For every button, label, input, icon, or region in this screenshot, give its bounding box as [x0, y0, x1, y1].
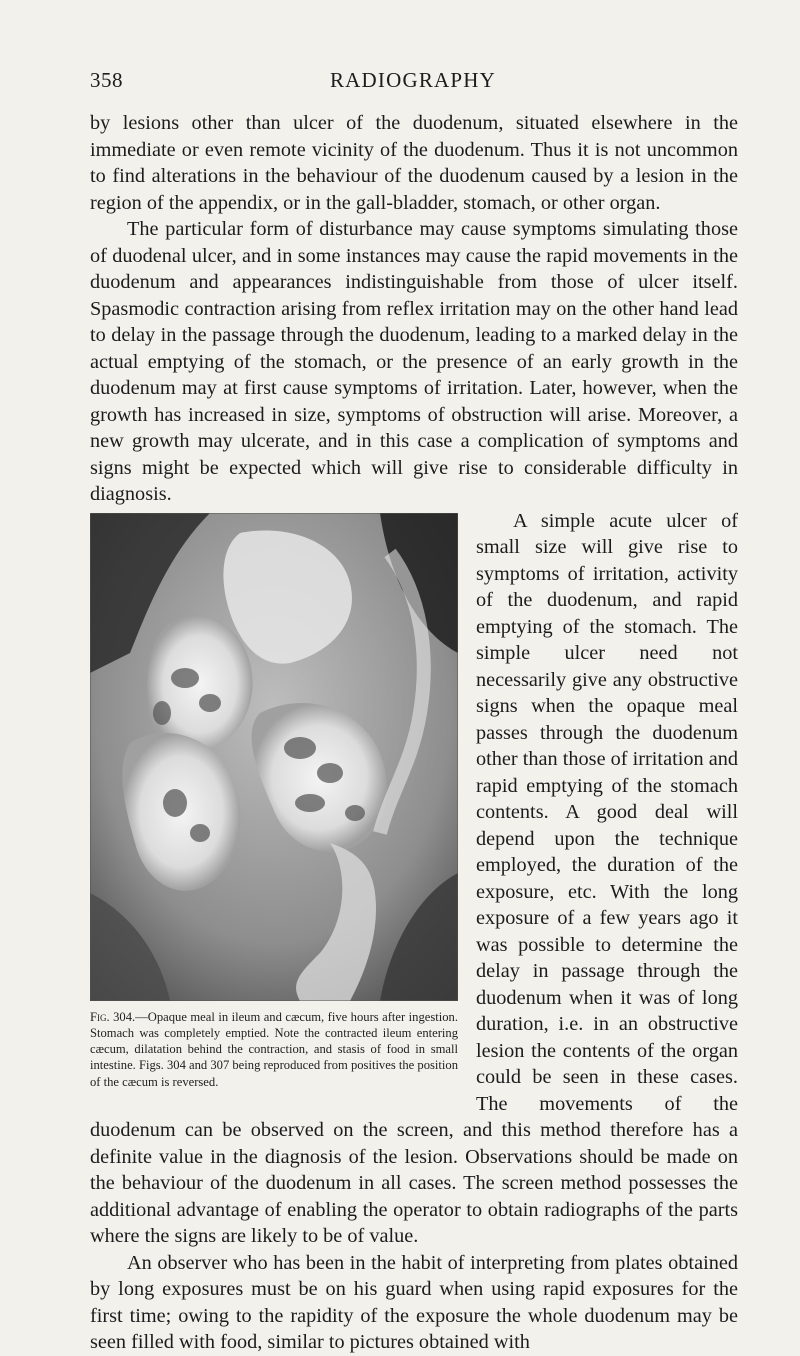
body-text: [90, 110, 738, 1356]
paragraph-1: by lesions other than ulcer of the duodenum, situated elsewhere in the immediate or even remote vicinity of the duodenum. Thus it is not uncommon to find alterations in the behaviour of the duodenum caused by a lesion in the region of the appendix, or in the gall-bladder, stomach, or other organ.: [90, 112, 738, 214]
figure-caption-text: —Opaque meal in ileum and cæcum, five hours after ingestion. Stomach was completely emptied. Note the contracted ileum entering cæcum, dilatation behind the contraction, and stasis of food in small intestine. Figs. 304 and 307 being reproduced from positives the position of the cæcum is reversed.: [90, 1009, 458, 1089]
radiograph-image: [90, 513, 458, 1001]
figure-304: [90, 513, 458, 1096]
paragraph-2: [90, 216, 738, 508]
page-number: 358: [90, 68, 123, 92]
running-title: RADIOGRAPHY: [329, 68, 497, 92]
paragraph-2-text: The particular form of disturbance may cause symptoms simulating those of duodenal ulcer, and in some instances may cause the rapid movements in the duodenum and appearances indistinguishable from those of ulcer itself. Spasmodic contraction arising from reflex irritation may on the other hand lead to delay in the passage through the duodenum, leading to a marked delay in the actual emptying of the stomach, or the presence of an early growth in the duodenum may at first cause symptoms of irritation. Later, however, when the growth has increased in size, symptoms of obstruction will arise. Moreover, a new growth may ulcerate, and in this case a complication of symptoms and signs might be expected which will give rise to considerable difficulty in diagnosis.: [90, 218, 738, 505]
paragraph-4: An observer who has been in the habit of interpreting from plates obtained by long exposures must be on his guard when using rapid exposures for the first time; owing to the rapidity of the exposure the whole duodenum may be seen filled with food, similar to pictures obtained with: [90, 1251, 738, 1353]
figure-caption: [90, 1009, 458, 1096]
running-head: [90, 68, 736, 94]
paragraph-3: A simple acute ulcer of small size will give rise to symptoms of irritation, activity of the duodenum, and rapid emptying of the stomach. The simple ulcer need not necessarily give any obstructive signs when the opaque meal passes through the duodenum other than those of irritation and rapid emptying of the stomach contents. A good deal will depend upon the technique employed, the duration of the exposure, etc. With the long exposure of a few years ago it was possible to determine the delay in passage through the duodenum when it was of long duration, i.e. in an obstructive lesion the contents of the organ could be seen in these cases. The movements of the duodenum can be observed on the screen, and this method therefore has a definite value in the diagnosis of the lesion. Observations should be made on the behaviour of the duodenum in all cases. The screen method possesses the additional advantage of enabling the operator to obtain radiographs of the parts where the signs are likely to be of value.: [90, 509, 738, 1247]
figure-label: Fig. 304.: [90, 1009, 136, 1024]
